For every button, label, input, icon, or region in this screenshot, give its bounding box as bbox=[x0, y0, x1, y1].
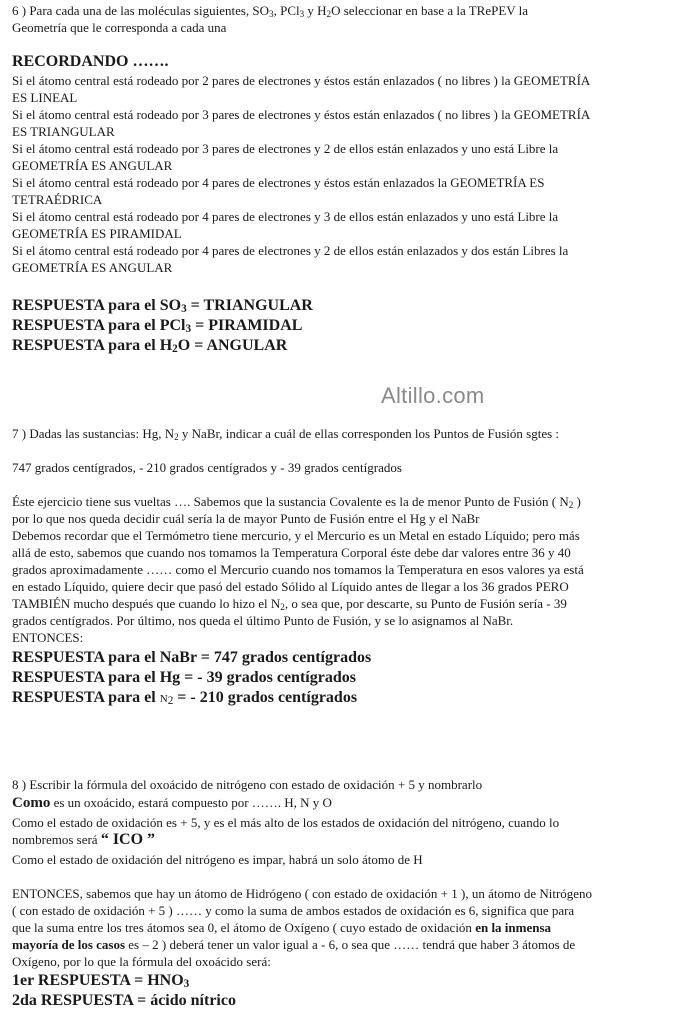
q8-line: nombremos será “ ICO ” bbox=[12, 831, 156, 848]
q8-paragraph-line: Oxígeno, por lo que la fórmula del oxoácido será: bbox=[12, 954, 271, 969]
q7-explanation-line: Debemos recordar que el Termómetro tiene mercurio, y el Mercurio es un Metal en estado Líquido; pero más bbox=[12, 528, 580, 543]
q8-intro: 8 ) Escribir la fórmula del oxoácido de nitrógeno con estado de oxidación + 5 y nombrarlo bbox=[12, 777, 483, 792]
q7-answer-nabr: RESPUESTA para el NaBr = 747 grados centígrados bbox=[12, 649, 372, 666]
q6-answer-h2o: RESPUESTA para el $H_2O$ = ANGULAR bbox=[12, 337, 288, 355]
q8-paragraph-line: que la suma entre los tres átomos sea 0, el átomo de Oxígeno ( cuyo estado de oxidación en la inmensa bbox=[12, 920, 552, 935]
q7-intro: 7 ) Dadas las sustancias: Hg, $N_2$ y NaBr, indicar a cuál de ellas corresponden los Puntos de Fusión sgtes : bbox=[12, 426, 560, 442]
q7-explanation-line: grados centígrados. Por último, nos queda el último Punto de Fusión, y se lo asignamos al NaBr. bbox=[12, 613, 514, 628]
rule-line: Si el átomo central está rodeado por 4 pares de electrones y éstos están enlazados la GEOMETRÍA ES bbox=[12, 175, 545, 190]
rule-line: Si el átomo central está rodeado por 3 pares de electrones y éstos están enlazados ( no libres ) la GEOMETRÍA bbox=[12, 107, 591, 122]
rule-line: TETRAÉDRICA bbox=[12, 192, 103, 207]
q8-paragraph-line: mayoría de los casos es – 2 ) deberá tener un valor igual a - 6, o sea que …… tendrá que haber 3 átomos de bbox=[12, 937, 576, 952]
rule-line: ES LINEAL bbox=[12, 90, 78, 105]
rule-line: Si el átomo central está rodeado por 3 pares de electrones y 2 de ellos están enlazados y uno está Libre la bbox=[12, 141, 559, 156]
q8-answer-name: 2da RESPUESTA = ácido nítrico bbox=[12, 992, 236, 1009]
q7-explanation-line: en estado Líquido, quiere decir que pasó del estado Sólido al Líquido antes de llegar a los 36 grados PERO bbox=[12, 579, 569, 594]
recordando-heading: RECORDANDO ……. bbox=[12, 53, 169, 70]
q8-line: Como el estado de oxidación es + 5, y es el más alto de los estados de oxidación del nitrógeno, cuando lo bbox=[12, 815, 560, 830]
watermark-logo: Altillo.com bbox=[381, 383, 485, 408]
q8-paragraph-line: ( con estado de oxidación + 5 ) …… y como la suma de ambos estados de oxidación es 6, significa que para bbox=[12, 903, 575, 918]
rule-line: GEOMETRÍA ES ANGULAR bbox=[12, 260, 173, 275]
q8-line: Como el estado de oxidación del nitrógeno es impar, habrá un solo átomo de H bbox=[12, 852, 423, 867]
q7-entonces: ENTONCES: bbox=[12, 630, 84, 645]
q7-answer-hg: RESPUESTA para el Hg = - 39 grados centígrados bbox=[12, 669, 356, 686]
q7-explanation-line: por lo que nos queda decidir cuál sería la de mayor Punto de Fusión entre el Hg y el NaBr bbox=[12, 511, 480, 526]
rule-line: GEOMETRÍA ES PIRAMIDAL bbox=[12, 226, 182, 241]
rule-line: Si el átomo central está rodeado por 4 pares de electrones y 2 de ellos están enlazados y dos están Libres la bbox=[12, 243, 569, 258]
q6-answer-so3: RESPUESTA para el $SO_3$ = TRIANGULAR bbox=[12, 297, 313, 315]
q7-explanation-line: grados aproximadamente …… como el Mercurio cuando nos tomamos la Temperatura en esos valores ya está bbox=[12, 562, 584, 577]
q8-paragraph-line: ENTONCES, sabemos que hay un átomo de Hidrógeno ( con estado de oxidación + 1 ), un átomo de Nitrógeno bbox=[12, 886, 593, 901]
q6-answer-pcl3: RESPUESTA para el PCl$_3$ = PIRAMIDAL bbox=[12, 317, 303, 335]
rule-line: Si el átomo central está rodeado por 2 pares de electrones y éstos están enlazados ( no libres ) la GEOMETRÍA bbox=[12, 73, 591, 88]
q8-answer-formula: 1er RESPUESTA = $HNO_3$ bbox=[12, 972, 190, 990]
rule-line: ES TRIANGULAR bbox=[12, 124, 115, 139]
q7-explanation-line: allá de esto, sabemos que cuando nos tomamos la Temperatura Corporal éste debe dar valores entre 36 y 40 bbox=[12, 545, 571, 560]
rule-line: Si el átomo central está rodeado por 4 pares de electrones y 3 de ellos están enlazados y uno está Libre la bbox=[12, 209, 559, 224]
rule-line: GEOMETRÍA ES ANGULAR bbox=[12, 158, 173, 173]
q6-intro-line-2: Geometría que le corresponda a cada una bbox=[12, 20, 227, 35]
q7-temperatures: 747 grados centígrados, - 210 grados centígrados y - 39 grados centígrados bbox=[12, 460, 402, 475]
q8-como-line: Como es un oxoácido, estará compuesto por ……. H, N y O bbox=[12, 795, 332, 811]
q7-answer-n2: RESPUESTA para el $N_2$ = - 210 grados centígrados bbox=[12, 689, 358, 707]
q6-intro-line-1: 6 ) Para cada una de las moléculas siguientes, $SO_3$, PCl$_3$ y $H_2O$ seleccionar en base a la TRePEV la bbox=[12, 3, 529, 19]
q7-explanation-line: Éste ejercicio tiene sus vueltas …. Sabemos que la sustancia Covalente es la de menor Punto de Fusión ( $N_2$ ) bbox=[12, 494, 581, 510]
q7-explanation-line: TAMBIÉN mucho después que cuando lo hizo el $N_2$, o sea que, por descarte, su Punto de Fusión sería - 39 bbox=[12, 596, 567, 612]
